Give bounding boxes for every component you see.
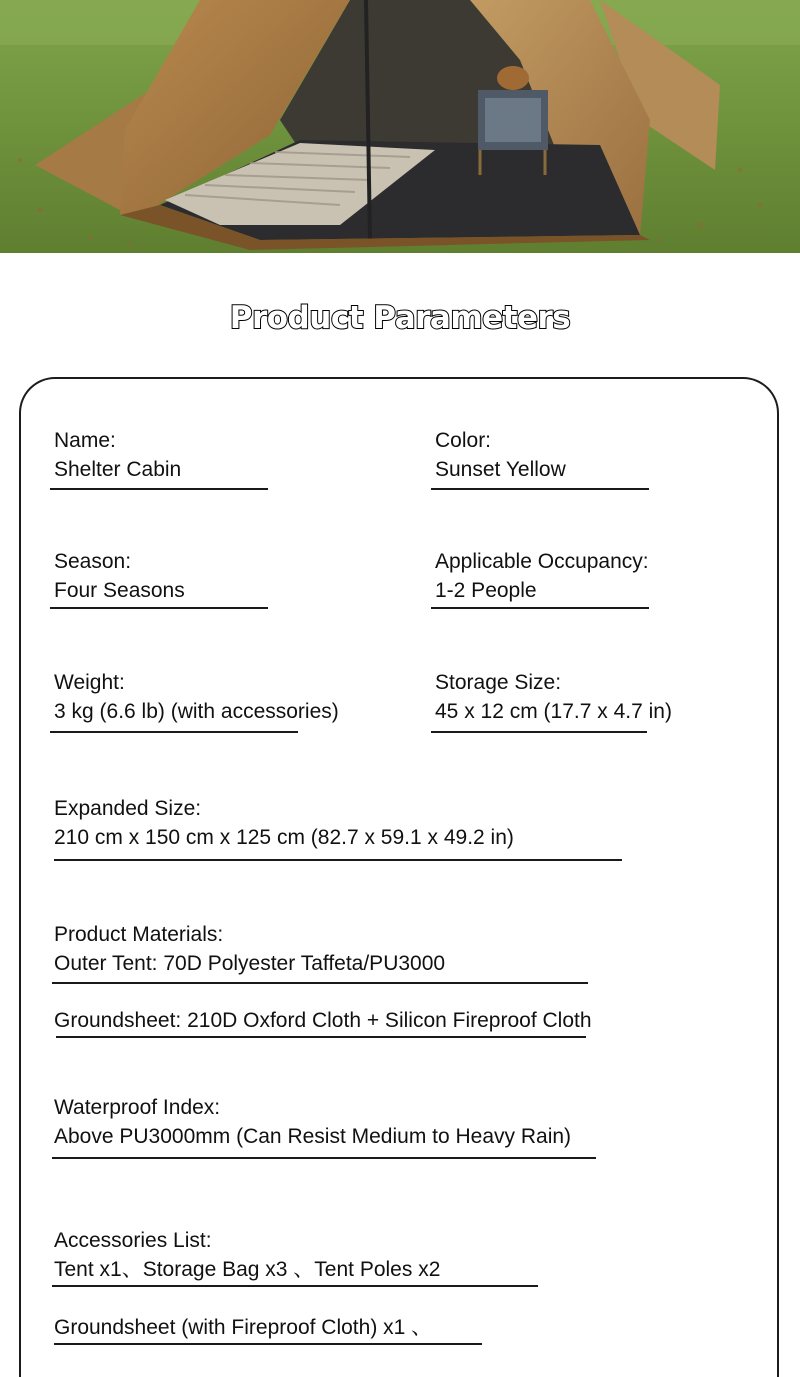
underline [50,607,268,609]
param-color [435,426,566,484]
param-weight [54,668,339,726]
param-label: Season: [54,550,132,573]
param-label: Waterproof Index: [54,1096,221,1119]
param-label: Weight: [54,671,125,694]
param-value: Shelter Cabin [54,458,182,481]
underline [52,982,588,984]
param-label: Color: [435,429,492,452]
param-occupancy [435,547,649,605]
param-expanded-size [54,794,514,852]
param-name [54,426,181,484]
underline [52,1157,596,1159]
param-label: Accessories List: [54,1229,212,1252]
underline [431,488,649,490]
underline [54,1343,482,1345]
underline [54,859,622,861]
param-season [54,547,185,605]
param-value: 1-2 People [435,579,537,602]
param-accessories [54,1226,441,1339]
param-value: Sunset Yellow [435,458,566,481]
param-value-outer: Outer Tent: 70D Polyester Taffeta/PU3000 [54,952,446,975]
param-value-line2: Groundsheet (with Fireproof Cloth) x1 、 [54,1316,433,1339]
param-materials [54,920,592,1032]
param-value: Above PU3000mm (Can Resist Medium to Heavy Rain) [54,1125,572,1148]
underline [52,1285,538,1287]
param-label: Storage Size: [435,671,562,694]
param-waterproof [54,1093,571,1151]
param-value: 3 kg (6.6 lb) (with accessories) [54,700,339,723]
tent-photo-icon [0,0,800,253]
param-label: Expanded Size: [54,797,202,820]
param-value-groundsheet: Groundsheet: 210D Oxford Cloth + Silicon Fireproof Cloth [54,1009,592,1032]
param-label: Product Materials: [54,923,224,946]
param-label: Applicable Occupancy: [435,550,649,573]
underline [431,607,649,609]
param-value-line1: Tent x1、Storage Bag x3 、Tent Poles x2 [54,1258,441,1281]
param-value: 210 cm x 150 cm x 125 cm (82.7 x 59.1 x 49.2 in) [54,826,514,849]
section-title: Product Parameters [229,300,571,336]
underline [431,731,647,733]
underline [50,488,268,490]
underline [56,1036,586,1038]
param-value: Four Seasons [54,579,185,602]
underline [50,731,298,733]
param-storage-size [435,668,672,726]
param-value: 45 x 12 cm (17.7 x 4.7 in) [435,700,672,723]
hero-tent-image [0,0,800,253]
param-label: Name: [54,429,116,452]
